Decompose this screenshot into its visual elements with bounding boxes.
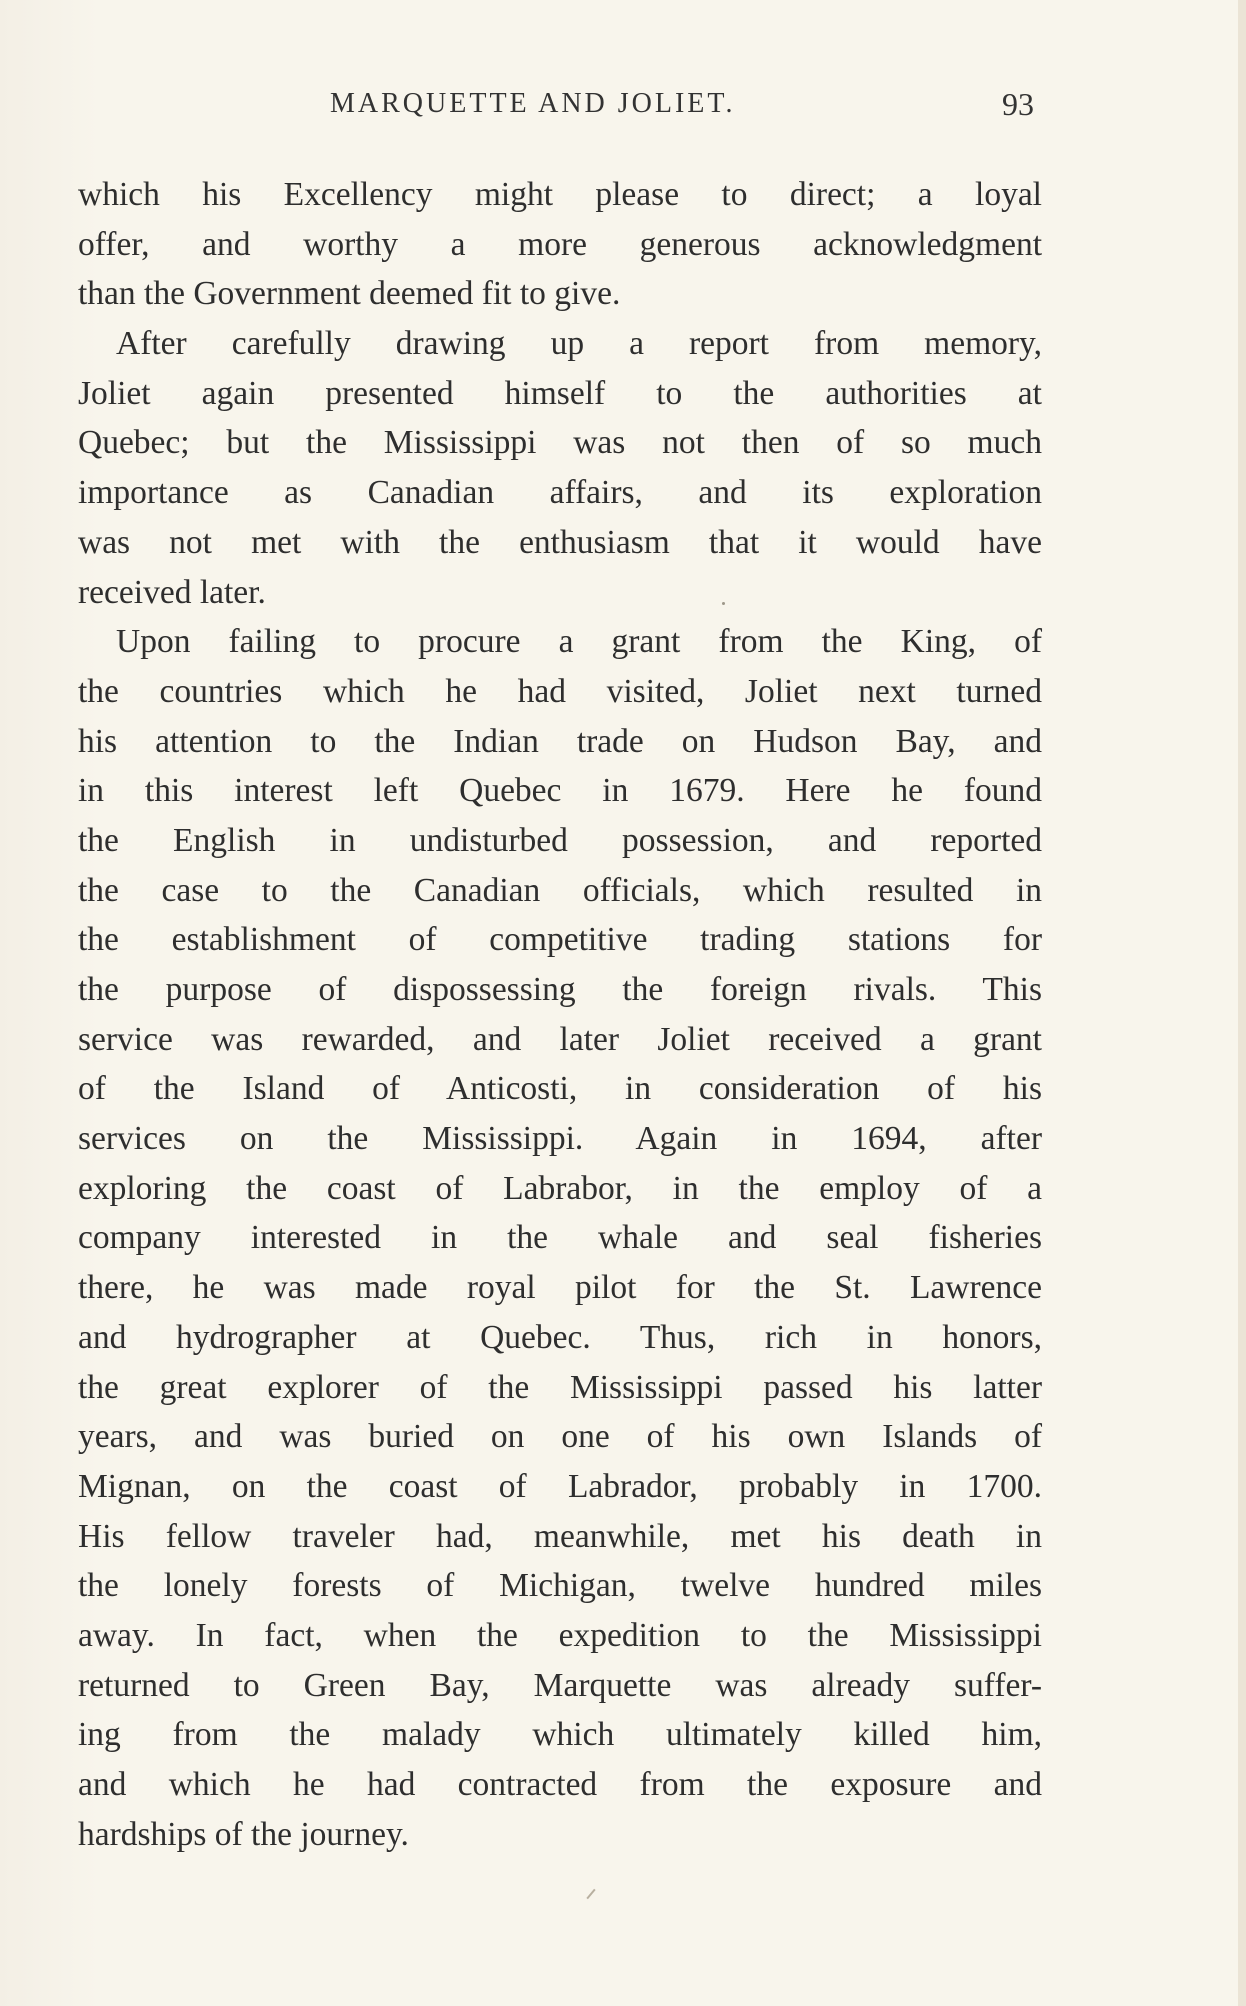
text-line: and which he had contracted from the exposure and [78,1766,1042,1803]
page-edge [1238,0,1246,2006]
text-line: exploring the coast of Labrabor, in the employ of a [78,1169,1042,1207]
text-line: received later. [78,573,266,611]
text-line: company interested in the whale and seal fisheries [78,1219,1042,1257]
text-line: the countries which he had visited, Joliet next turned [78,672,1042,710]
text-line: importance as Canadian affairs, and its exploration [78,474,1042,512]
text-line: years, and was buried on one of his own Islands of [78,1418,1042,1456]
text-line: there, he was made royal pilot for the St. Lawrence [78,1269,1042,1307]
ink-speck [722,602,725,605]
running-head: MARQUETTE AND JOLIET. [330,88,736,119]
text-line: the purpose of dispossessing the foreign rivals. This [78,971,1042,1008]
text-line: than the Government deemed fit to give. [78,275,621,313]
text-line: hardships of the journey. [78,1815,409,1853]
text-line: service was rewarded, and later Joliet received a grant [78,1020,1042,1058]
text-line: returned to Green Bay, Marquette was already suffer- [78,1666,1042,1704]
paragraph-first-line: After carefully drawing up a report from memory, [116,325,1042,363]
text-line: ing from the malady which ultimately killed him, [78,1716,1042,1754]
text-line: in this interest left Quebec in 1679. Here he found [78,772,1042,810]
text-line: his attention to the Indian trade on Hudson Bay, and [78,722,1042,760]
text-line: and hydrographer at Quebec. Thus, rich in honors, [78,1318,1042,1356]
text-line: Mignan, on the coast of Labrador, probably in 1700. [78,1467,1042,1505]
text-line: Joliet again presented himself to the authorities at [78,374,1042,412]
page-number: 93 [1002,86,1034,122]
text-line: His fellow traveler had, meanwhile, met his death in [78,1517,1042,1555]
text-line: the establishment of competitive trading stations for [78,921,1042,959]
text-line: the great explorer of the Mississippi passed his latter [78,1368,1042,1406]
body-text [78,170,1042,1859]
text-line: which his Excellency might please to direct; a loyal [78,176,1042,213]
paragraph-first-line: Upon failing to procure a grant from the King, of [116,623,1042,661]
pencil-mark [586,1889,595,1899]
text-line: offer, and worthy a more generous acknowledgment [78,225,1042,263]
text-line: the case to the Canadian officials, which resulted in [78,871,1042,909]
text-line: of the Island of Anticosti, in consideration of his [78,1070,1042,1108]
text-line: the lonely forests of Michigan, twelve hundred miles [78,1567,1042,1605]
text-line: the English in undisturbed possession, and reported [78,821,1042,859]
text-line: was not met with the enthusiasm that it would have [78,523,1042,561]
text-line: services on the Mississippi. Again in 1694, after [78,1120,1042,1158]
text-line: Quebec; but the Mississippi was not then of so much [78,424,1042,462]
text-line: away. In fact, when the expedition to the Mississippi [78,1616,1042,1654]
